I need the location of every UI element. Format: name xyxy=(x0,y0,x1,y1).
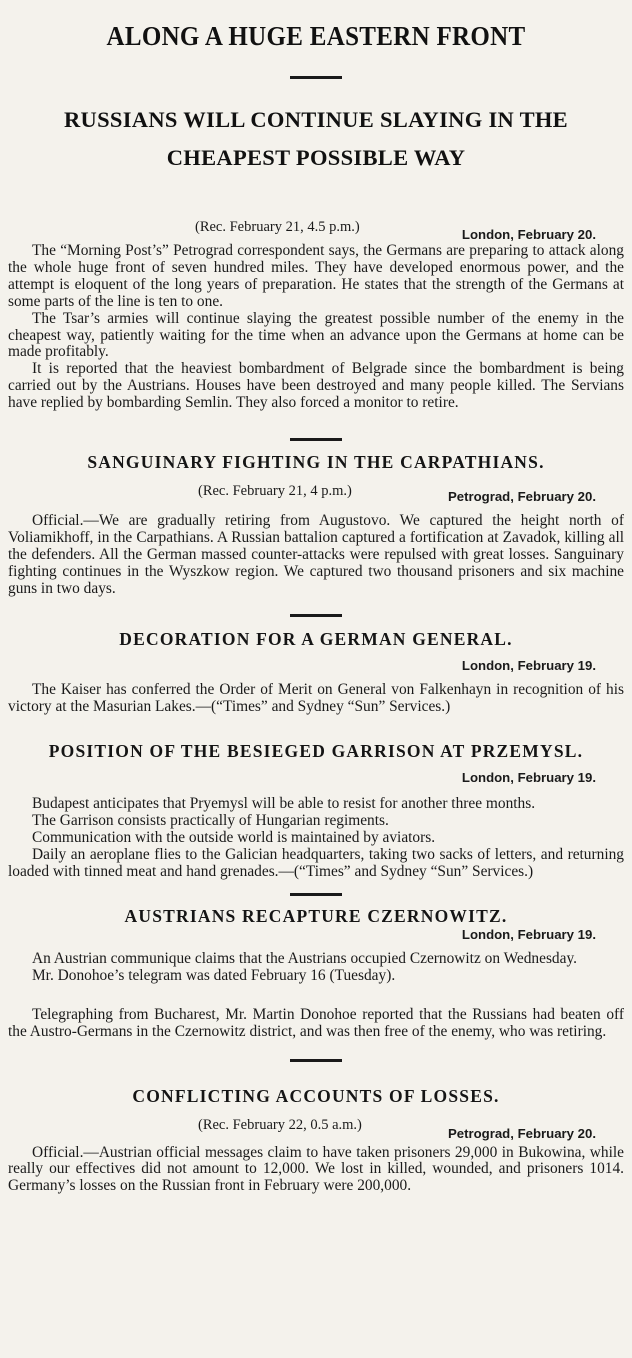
paragraph: The “Morning Post’s” Petrograd correspondent says, the Germans are preparing to attack along the whole huge front of seven hundred miles. They have developed enormous power, and the attempt is eloquent of the long years of preparation. He states that the strength of the Germans at some parts of the line is ten to one. xyxy=(8,242,624,310)
rec-line xyxy=(8,483,624,503)
article-przemysl xyxy=(8,741,624,881)
article-body xyxy=(8,951,624,1041)
subtitle-line-2: CHEAPEST POSSIBLE WAY xyxy=(166,145,466,170)
article-body xyxy=(8,682,624,716)
article-body xyxy=(8,796,624,881)
article-front xyxy=(8,219,624,412)
dateline: London, February 19. xyxy=(461,657,596,673)
article-body xyxy=(8,243,624,412)
dateline: London, February 19. xyxy=(461,926,596,942)
page-subtitle xyxy=(8,101,624,177)
paragraph: An Austrian communique claims that the Austrians occupied Czernowitz on Wednesday. xyxy=(32,949,578,967)
paragraph: Official.—Austrian official messages claim to have taken prisoners 29,000 in Bukowina, while really our effectives did not amount to 12,000. We lost in killed, wounded, and prisoners 1014. Germany’s losses on the Russian front in February were 200,000. xyxy=(8,1143,624,1195)
divider-rule xyxy=(290,893,342,896)
subtitle-line-1: RUSSIANS WILL CONTINUE SLAYING IN THE xyxy=(64,107,568,132)
paragraph: The Kaiser has conferred the Order of Merit on General von Falkenhayn in recognition of his victory at the Masurian Lakes.—(“Times” and Sydney “Sun” Services.) xyxy=(8,680,624,715)
article-body xyxy=(8,513,624,598)
paragraph: Daily an aeroplane flies to the Galician headquarters, taking two sacks of letters, and returning loaded with tinned meat and hand grenades.—(“Times” and Sydney “Sun” Services.) xyxy=(8,846,624,881)
paragraph: The Garrison consists practically of Hungarian regiments. xyxy=(32,812,389,830)
article-heading: CONFLICTING ACCOUNTS OF LOSSES. xyxy=(132,1085,500,1106)
rec-stamp: (Rec. February 21, 4.5 p.m.) xyxy=(195,219,360,235)
paragraph: It is reported that the heaviest bombardment of Belgrade since the bombardment is being carried out by the Austrians. Houses have been destroyed and many people killed. The Servians have replied by bombarding Semlin. They also forced a monitor to retire. xyxy=(8,360,624,412)
page-title: ALONG A HUGE EASTERN FRONT xyxy=(106,21,526,52)
rec-stamp: (Rec. February 22, 0.5 a.m.) xyxy=(198,1116,362,1133)
paragraph: Official.—We are gradually retiring from Augustovo. We captured the height north of Voliamikhoff, in the Carpathians. A Russian battalion captured a fortification at Zavadok, killing all the defenders. All the German massed counter-attacks were repulsed with great losses. Sanguinary fighting continues in the Wyszkow region. We captured two thousand prisoners and six machine guns in two days. xyxy=(8,512,624,597)
divider-rule xyxy=(290,1059,342,1062)
rec-stamp: (Rec. February 21, 4 p.m.) xyxy=(198,483,352,500)
divider-rule xyxy=(290,614,342,617)
paragraph: Mr. Donohoe’s telegram was dated February 16 (Tuesday). xyxy=(32,966,396,984)
article-losses xyxy=(8,1086,624,1196)
article-heading: POSITION OF THE BESIEGED GARRISON AT PRZEMYSL. xyxy=(48,741,584,762)
divider-rule xyxy=(290,76,342,79)
dateline-row xyxy=(8,927,624,945)
paragraph: The Tsar’s armies will continue slaying the greatest possible number of the enemy in the cheapest way, patiently waiting for the time when an advance upon the Germans at home can be made profitably. xyxy=(8,309,624,361)
paragraph: Budapest anticipates that Pryemysl will be able to resist for another three months. xyxy=(32,795,536,813)
article-heading: DECORATION FOR A GERMAN GENERAL. xyxy=(119,628,513,649)
paragraph: Telegraphing from Bucharest, Mr. Martin Donohoe reported that the Russians had beaten off the Austro-Germans in the Czernowitz district, and was then free of the enemy, who was retiring. xyxy=(8,1005,624,1040)
divider-rule xyxy=(290,438,342,441)
rec-line xyxy=(8,1116,624,1141)
dateline-row xyxy=(8,770,624,788)
dateline: Petrograd, February 20. xyxy=(447,1125,596,1141)
dateline: London, February 19. xyxy=(461,770,596,786)
article-czernowitz xyxy=(8,906,624,1041)
rec-line xyxy=(8,219,624,242)
dateline-row xyxy=(8,658,624,676)
article-heading: AUSTRIANS RECAPTURE CZERNOWITZ. xyxy=(124,905,508,926)
article-decoration xyxy=(8,629,624,716)
article-carpathians xyxy=(8,452,624,598)
dateline: London, February 20. xyxy=(461,227,596,242)
dateline: Petrograd, February 20. xyxy=(447,489,596,505)
paragraph: Communication with the outside world is maintained by aviators. xyxy=(32,829,436,847)
article-body xyxy=(8,1145,624,1196)
article-heading: SANGUINARY FIGHTING IN THE CARPATHIANS. xyxy=(87,452,545,473)
